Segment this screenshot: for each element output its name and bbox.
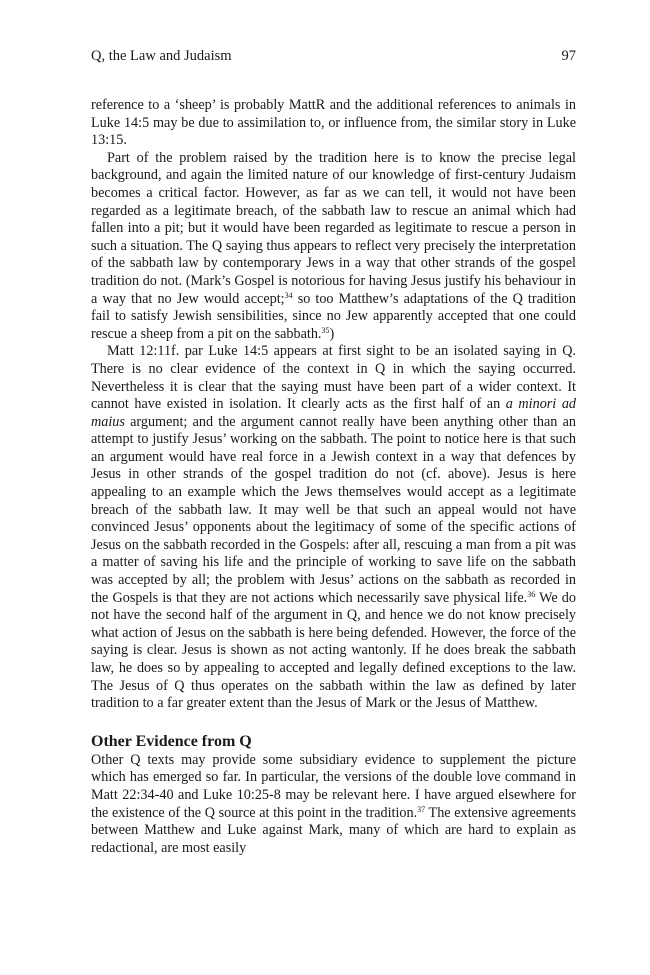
paragraph-2-part-c: ) bbox=[329, 325, 335, 342]
paragraph-2-part-a: Part of the problem raised by the tradition here is to know the precise legal background, and again the limited nature of our knowledge of first-century Judaism becomes a critical factor. However, as far as we can tell, it would not have been regarded as a legitimate breach, of the sabbath law to rescue an animal which had fallen into a pit; but it would have been regarded as legitimate to rescue a person in such a situation. The Q saying thus appears to reflect very precisely the interpretation of the sabbath law by contemporary Jews in a way that other strands of the gospel tradition do not. (Mark’s Gospel is notorious for having Jesus justify his behaviour in a way that no Jew would accept; bbox=[91, 149, 576, 307]
paragraph-2-part-b: so too Matthew’s adaptations of the Q tradition fail to satisfy Jewish sensibilities, since no Jew apparently accepted that one could rescue a sheep from a pit on the sabbath. bbox=[91, 290, 576, 342]
paragraph-4-part-a: Other Q texts may provide some subsidiary evidence to supplement the picture which has emerged so far. In particular, the versions of the double love command in Matt 22:34-40 and Luke 10:25-8 may be relevant here. I have argued elsewhere for the existence of the Q source at this point in the tradition. bbox=[91, 751, 576, 821]
body-text bbox=[91, 97, 576, 857]
footnote-ref-36: 36 bbox=[527, 589, 536, 599]
paragraph-3-part-c: We do not have the second half of the argument in Q, and hence we do not know precisely what action of Jesus on the sabbath is here being defended. However, the force of the saying is clear. Jesus is shown as not acting wantonly. If he does break the sabbath law, he does so by appealing to accepted and legally defined exceptions to the law. The Jesus of Q thus operates on the sabbath within the law as defined by later tradition to a far greater extent than the Jesus of Mark or the Jesus of Matthew. bbox=[91, 589, 576, 712]
paragraph-3-part-b: argument; and the argument cannot really have been anything other than an attempt to justify Jesus’ working on the sabbath. The point to notice here is that such an argument would have real force in a Jewish context in a way that defences by Jesus in other strands of the gospel tradition do not (cf. above). Jesus is here appealing to an example which the Jews themselves would accept as a legitimate breach of the sabbath law. It may well be that such an appeal would not have convinced Jesus’ opponents about the legitimacy of some of the specific actions of Jesus on the sabbath recorded in the Gospels: after all, rescuing a man from a pit was a matter of saving his life and the principle of working to save life on the sabbath was accepted by all; the problem with Jesus’ actions on the sabbath as recorded in the Gospels is that they are not actions which necessarily save physical life. bbox=[91, 413, 576, 606]
latin-phrase: a minori ad maius bbox=[91, 396, 577, 430]
footnote-ref-34: 34 bbox=[284, 290, 293, 300]
footnote-ref-37: 37 bbox=[417, 804, 426, 814]
book-page bbox=[91, 46, 576, 857]
running-title: Q, the Law and Judaism bbox=[91, 48, 232, 64]
section-heading: Other Evidence from Q bbox=[91, 732, 252, 750]
paragraph-2 bbox=[91, 150, 576, 344]
running-head bbox=[91, 46, 576, 66]
paragraph-1: reference to a ‘sheep’ is probably MattR and the additional references to animals in Luke 14:5 may be due to assimilation to, or influence from, the similar story in Luke 13:15. bbox=[91, 97, 576, 149]
paragraph-3 bbox=[91, 343, 576, 712]
paragraph-4-part-b: The extensive agreements between Matthew and Luke against Mark, many of which are hard to explain as redactional, are most easily bbox=[91, 804, 576, 856]
paragraph-3-part-a: Matt 12:11f. par Luke 14:5 appears at first sight to be an isolated saying in Q. There is no clear evidence of the context in Q in which the saying occurred. Nevertheless it is clear that the saying must have been part of a wider context. It cannot have existed in isolation. It clearly acts as the first half of an bbox=[91, 343, 576, 413]
page-number: 97 bbox=[561, 48, 576, 64]
footnote-ref-35: 35 bbox=[321, 325, 330, 335]
paragraph-4 bbox=[91, 752, 576, 858]
